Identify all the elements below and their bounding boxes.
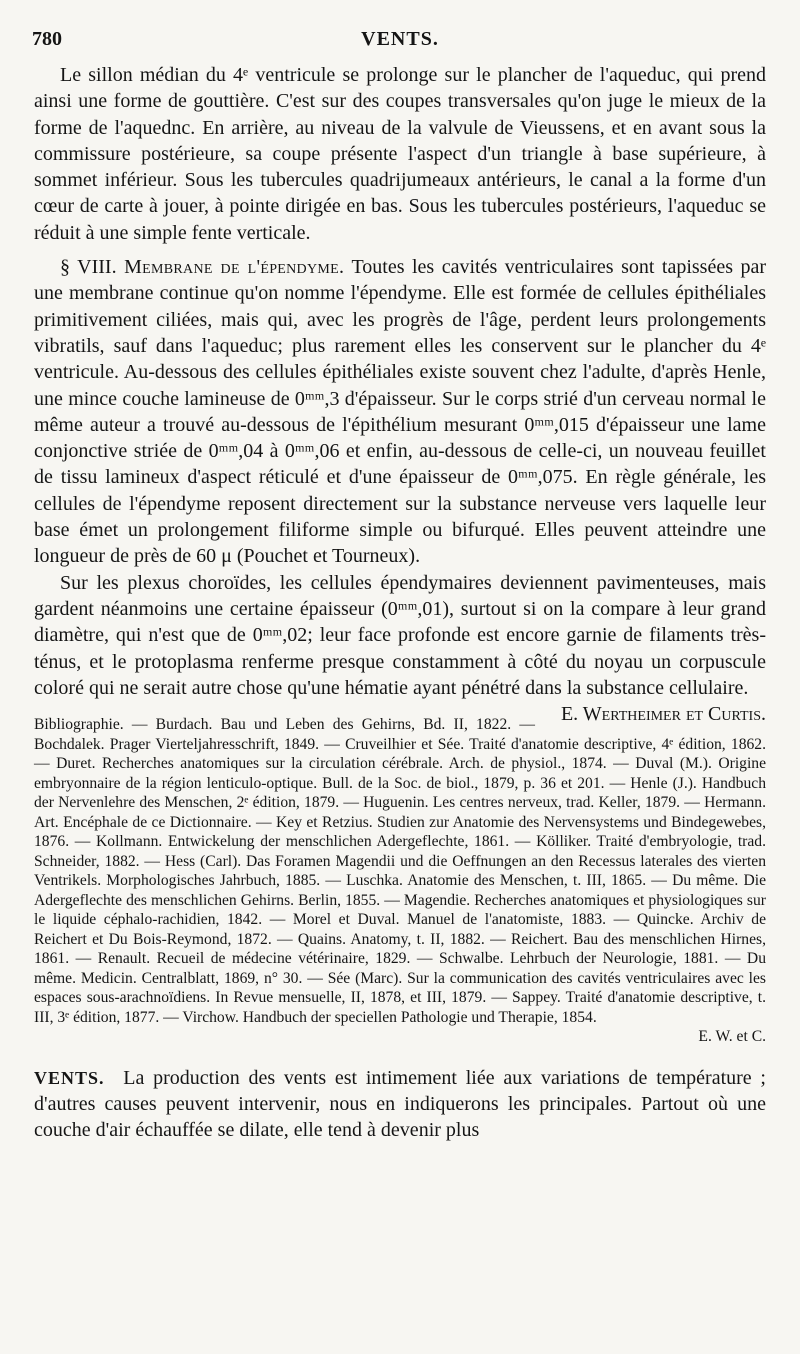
body-text	[34, 62, 766, 1144]
entry-headword: VENTS.	[34, 1067, 105, 1088]
bibliography	[34, 715, 766, 1047]
paragraph-ependyme	[34, 254, 766, 570]
plexus-text: Sur les plexus choroïdes, les cellules épendymaires deviennent pavimenteuses, mais gardent néanmoins une certaine épaisseur (0ᵐᵐ,01), surtout si on la compare à leur grand diamètre, qui n'est que de 0ᵐᵐ,02; leur face profonde est encore garnie de filaments très-ténus, et le protoplasma renferme presque constamment à côté du noyau un corpuscule coloré qui ne serait autre chose qu'une hématie ayant pénétré dans la substance cellulaire.	[34, 571, 766, 699]
running-title: VENTS.	[361, 28, 439, 50]
page-number: 780	[32, 28, 62, 50]
bibliography-signoff: E. W. et C.	[698, 1028, 766, 1046]
paragraph-aqueduct: Le sillon médian du 4ᵉ ventricule se prolonge sur le plancher de l'aqueduc, qui prend ainsi une forme de gouttière. C'est sur des coupes transversales qu'on juge le mieux de la forme de l'aquednc. En arrière, au niveau de la valvule de Vieussens, et en avant sous la commissure postérieure, sa coupe présente l'aspect d'un triangle à base supérieure, à sommet inférieur. Sous les tubercules quadrijumeaux antérieurs, le canal a la forme d'un cœur de carte à jouer, à pointe dirigée en bas. Sous les tubercules postérieurs, l'aqueduc se réduit à une simple fente verticale.	[34, 64, 766, 244]
paragraph-plexus	[34, 570, 766, 726]
section-number: § VIII.	[60, 256, 117, 279]
page-header	[32, 28, 768, 58]
entry-vents	[34, 1065, 766, 1144]
bibliography-text: Bibliographie. — Burdach. Bau und Leben des Gehirns, Bd. II, 1822. — Bochdalek. Prager Vierteljahresschrift, 1849. — Cruveilhier et Sée. Traité d'anatomie descriptive, 4ᵉ édition, 1862. — Duret. Recherches anatomiques sur la circulation cérébrale. Arch. de physiol., 1874. — Duval (M.). Origine embryonnaire de la région lenticulo-optique. Bull. de la Soc. de biol., 1879, p. 36 et 201. — Henle (J.). Handbuch der Nervenlehre des Menschen, 2ᵉ édition, 1879. — Huguenin. Les centres nerveux, trad. Keller, 1879. — Hermann. Art. Encéphale de ce Dictionnaire. — Key et Retzius. Studien zur Anatomie des Nervensystems und Bindegewebes, 1876. — Kollmann. Entwickelung der menschlichen Adergeflechte, 1861. — Kölliker. Traité d'embryologie, trad. Schneider, 1882. — Hess (Carl). Das Foramen Magendii und die Oeffnungen an den Recessus laterales des vierten Ventrikels. Morphologisches Jahrbuch, 1885. — Luschka. Anatomie des Menschen, t. III, 1865. — Du même. Die Adergeflechte des menschlichen Gehirns. Berlin, 1855. — Magendie. Recherches anatomiques et physiologiques sur le liquide céphalo-rachidien, 1842. — Morel et Duval. Manuel de l'anatomiste, 1883. — Quincke. Archiv de Reichert et Du Bois-Reymond, 1872. — Quains. Anatomy, t. II, 1882. — Reichert. Bau des menschlichen Hirnes, 1861. — Renault. Recueil de médecine vétérinaire, 1829. — Schwalbe. Lehrbuch der Neurologie, 1881. — Du même. Medicin. Centralblatt, 1869, n° 30. — Sée (Marc). Sur la communication des cavités ventriculaires avec les espaces sous-arachnoïdiens. In Revue mensuelle, II, 1878, et III, 1879. — Sappey. Traité d'anatomie descriptive, t. III, 3ᵉ édition, 1877. — Virchow. Handbuch der speciellen Pathologie und Therapie, 1854.	[34, 716, 766, 1026]
section-text: Toutes les cavités ventriculaires sont tapissées par une membrane continue qu'on nomme l'épendyme. Elle est formée de cellules épithéliales primitivement ciliées, mais qui, avec les progrès de l'âge, perdent leurs prolongements vibratils, sauf dans l'aqueduc; plus rarement elles les conservent sur le plancher du 4ᵉ ventricule. Au-dessous des cellules épithéliales existe souvent chez l'adulte, d'après Henle, une mince couche lamineuse de 0ᵐᵐ,3 d'épaisseur. Sur le corps strié d'un cerveau normal le même auteur a trouvé au-dessous de l'épithélium mesurant 0ᵐᵐ,015 d'épaisseur une lame conjonctive striée de 0ᵐᵐ,04 à 0ᵐᵐ,06 et enfin, au-dessous de celle-ci, un nouveau feuillet de tissu lamineux d'aspect réticulé et d'une épaisseur de 0ᵐᵐ,075. En règle générale, les cellules de l'épendyme reposent directement sur la substance nerveuse vers laquelle leur base émet un prolongement filiforme simple ou bifurqué. Elles peuvent atteindre une longueur de près de 60 μ (Pouchet et Tourneux).	[34, 256, 767, 568]
section-heading: Membrane de l'épendyme.	[124, 256, 345, 279]
author-signature: E. Wertheimer et Curtis.	[560, 703, 766, 726]
entry-text: La production des vents est intimement liée aux variations de température ; d'autres causes peuvent intervenir, nous en indiquerons les principales. Partout où une couche d'air échauffée se dilate, elle tend à devenir plus	[34, 1066, 766, 1142]
